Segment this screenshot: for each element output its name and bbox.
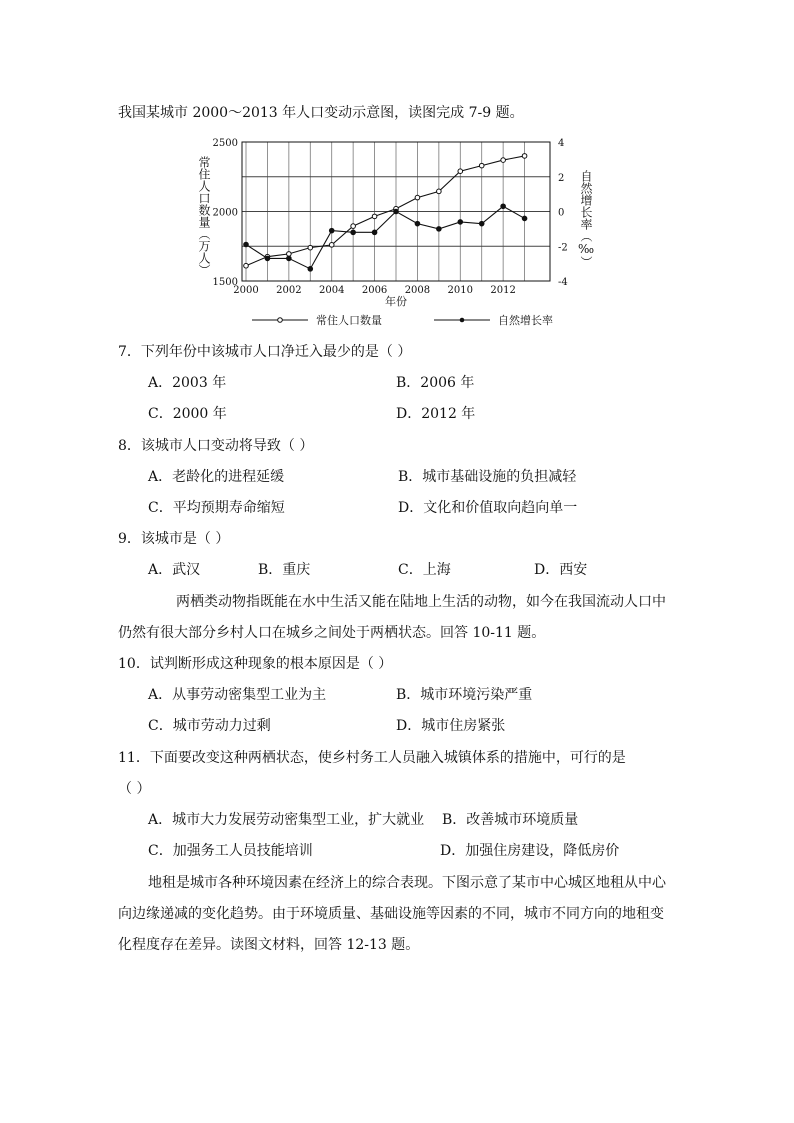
series-1-point-2008 — [415, 221, 420, 226]
q7-option-a[interactable]: A．2003 年 — [148, 375, 227, 391]
q11-option-b[interactable]: B．改善城市环境质量 — [442, 812, 579, 828]
series-1-point-2005 — [351, 230, 356, 235]
series-0-point-2002 — [287, 252, 292, 257]
series-0-point-2009 — [437, 189, 442, 194]
passage2-line2: 向边缘递减的变化趋势。由于环境质量、基础设施等因素的不同，城市不同方向的地租变 — [118, 906, 664, 922]
q11-option-a[interactable]: A．城市大力发展劳动密集型工业，扩大就业 — [148, 812, 425, 828]
series-0-point-2013 — [522, 154, 527, 159]
series-1-point-2003 — [308, 267, 313, 272]
passage2-line1: 地租是城市各种环境因素在经济上的综合表现。下图示意了某市中心城区地租从中心 — [148, 875, 666, 891]
passage2-line3: 化程度存在差异。读图文材料，回答 12-13 题。 — [118, 937, 420, 953]
left-tick-label-0: 2500 — [212, 138, 238, 149]
left-axis-ticks — [213, 138, 238, 288]
series-1-point-2009 — [437, 227, 442, 232]
left-axis-label: 常住人口数量（万人） — [197, 156, 211, 276]
series-0-point-2000 — [244, 263, 249, 268]
population-chart — [196, 134, 596, 334]
right-tick-label-3: -2 — [558, 242, 568, 254]
q9-stem: 9．该城市是（ ） — [118, 531, 230, 547]
series-1-point-2011 — [479, 221, 484, 226]
series-0-point-2004 — [329, 243, 334, 248]
q7-option-b[interactable]: B．2006 年 — [396, 375, 475, 391]
q9-option-b[interactable]: B．重庆 — [258, 562, 311, 578]
series-1-point-2013 — [522, 216, 527, 221]
q8-stem: 8．该城市人口变动将导致（ ） — [118, 438, 314, 454]
q8-option-d[interactable]: D．文化和价值取向趋向单一 — [398, 500, 578, 516]
x-tick-label-3: 2006 — [361, 285, 388, 296]
q10-option-d[interactable]: D．城市住房紧张 — [396, 718, 506, 734]
q8-option-b[interactable]: B．城市基础设施的负担减轻 — [398, 469, 577, 485]
q9-option-d[interactable]: D．西安 — [534, 562, 588, 578]
q7-option-d[interactable]: D．2012 年 — [396, 406, 476, 422]
q11-stem: 11．下面要改变这种两栖状态，使乡村务工人员融入城镇体系的措施中，可行的是 — [118, 750, 626, 766]
legend-marker-population — [278, 318, 283, 323]
x-tick-label-0: 2000 — [233, 285, 259, 296]
q10-option-c[interactable]: C．城市劳动力过剩 — [148, 718, 271, 734]
series-1-point-2004 — [329, 228, 334, 233]
q7-stem: 7．下列年份中该城市人口净迁入最少的是（ ） — [118, 344, 412, 360]
x-tick-label-5: 2010 — [447, 285, 474, 296]
x-tick-label-1: 2002 — [276, 285, 302, 296]
x-tick-label-2: 2004 — [318, 285, 345, 296]
q8-option-c[interactable]: C．平均预期寿命缩短 — [148, 500, 285, 516]
left-tick-label-2: 1500 — [212, 277, 238, 288]
series-0-point-2010 — [458, 169, 463, 174]
x-tick-label-4: 2008 — [404, 285, 431, 296]
q9-option-c[interactable]: C．上海 — [398, 562, 451, 578]
legend — [252, 313, 553, 327]
q11-option-d[interactable]: D．加强住房建设，降低房价 — [440, 843, 620, 859]
series-1-point-2010 — [458, 220, 463, 225]
series-line-0 — [246, 156, 525, 266]
legend-marker-growth — [460, 318, 465, 323]
right-axis-ticks — [558, 138, 568, 288]
x-axis-label: 年份 — [385, 295, 407, 308]
q10-option-b[interactable]: B．城市环境污染严重 — [396, 687, 533, 703]
q11-option-c[interactable]: C．加强务工人员技能培训 — [148, 843, 313, 859]
q11-stem-bracket: （ ） — [118, 781, 151, 797]
series-0-point-2005 — [351, 224, 356, 229]
passage1-line1: 两栖类动物指既能在水中生活又能在陆地上生活的动物，如今在我国流动人口中 — [176, 594, 666, 610]
intro-text: 我国某城市 2000～2013 年人口变动示意图，读图完成 7-9 题。 — [118, 105, 524, 121]
series-0-point-2008 — [415, 195, 420, 200]
right-tick-label-4: -4 — [558, 277, 568, 288]
series-1-point-2001 — [265, 256, 270, 261]
series-0-point-2011 — [479, 163, 484, 168]
right-axis-label: 自然增长率（‰） — [579, 170, 593, 268]
series-1-point-2000 — [244, 242, 249, 247]
legend-label-growth: 自然增长率 — [498, 314, 553, 327]
left-tick-label-1: 2000 — [212, 207, 238, 219]
series-1-point-2012 — [501, 204, 506, 209]
q8-option-a[interactable]: A．老龄化的进程延缓 — [148, 469, 285, 485]
x-axis-ticks — [233, 285, 516, 296]
passage1-line2: 仍然有很大部分乡村人口在城乡之间处于两栖状态。回答 10-11 题。 — [118, 625, 546, 641]
series-0-point-2012 — [501, 158, 506, 163]
right-tick-label-0: 4 — [558, 138, 565, 149]
series-1-point-2007 — [394, 209, 399, 214]
right-tick-label-2: 0 — [558, 207, 565, 219]
legend-label-population: 常住人口数量 — [316, 314, 382, 327]
right-tick-label-1: 2 — [558, 172, 565, 184]
x-tick-label-6: 2012 — [490, 285, 516, 296]
series-0-point-2003 — [308, 245, 313, 250]
q7-option-c[interactable]: C．2000 年 — [148, 406, 227, 422]
series-1-point-2002 — [287, 256, 292, 261]
q10-option-a[interactable]: A．从事劳动密集型工业为主 — [148, 687, 327, 703]
q9-option-a[interactable]: A．武汉 — [148, 562, 201, 578]
q10-stem: 10．试判断形成这种现象的根本原因是（ ） — [118, 656, 393, 672]
series-0-point-2006 — [372, 214, 377, 219]
series-1-point-2006 — [372, 230, 377, 235]
